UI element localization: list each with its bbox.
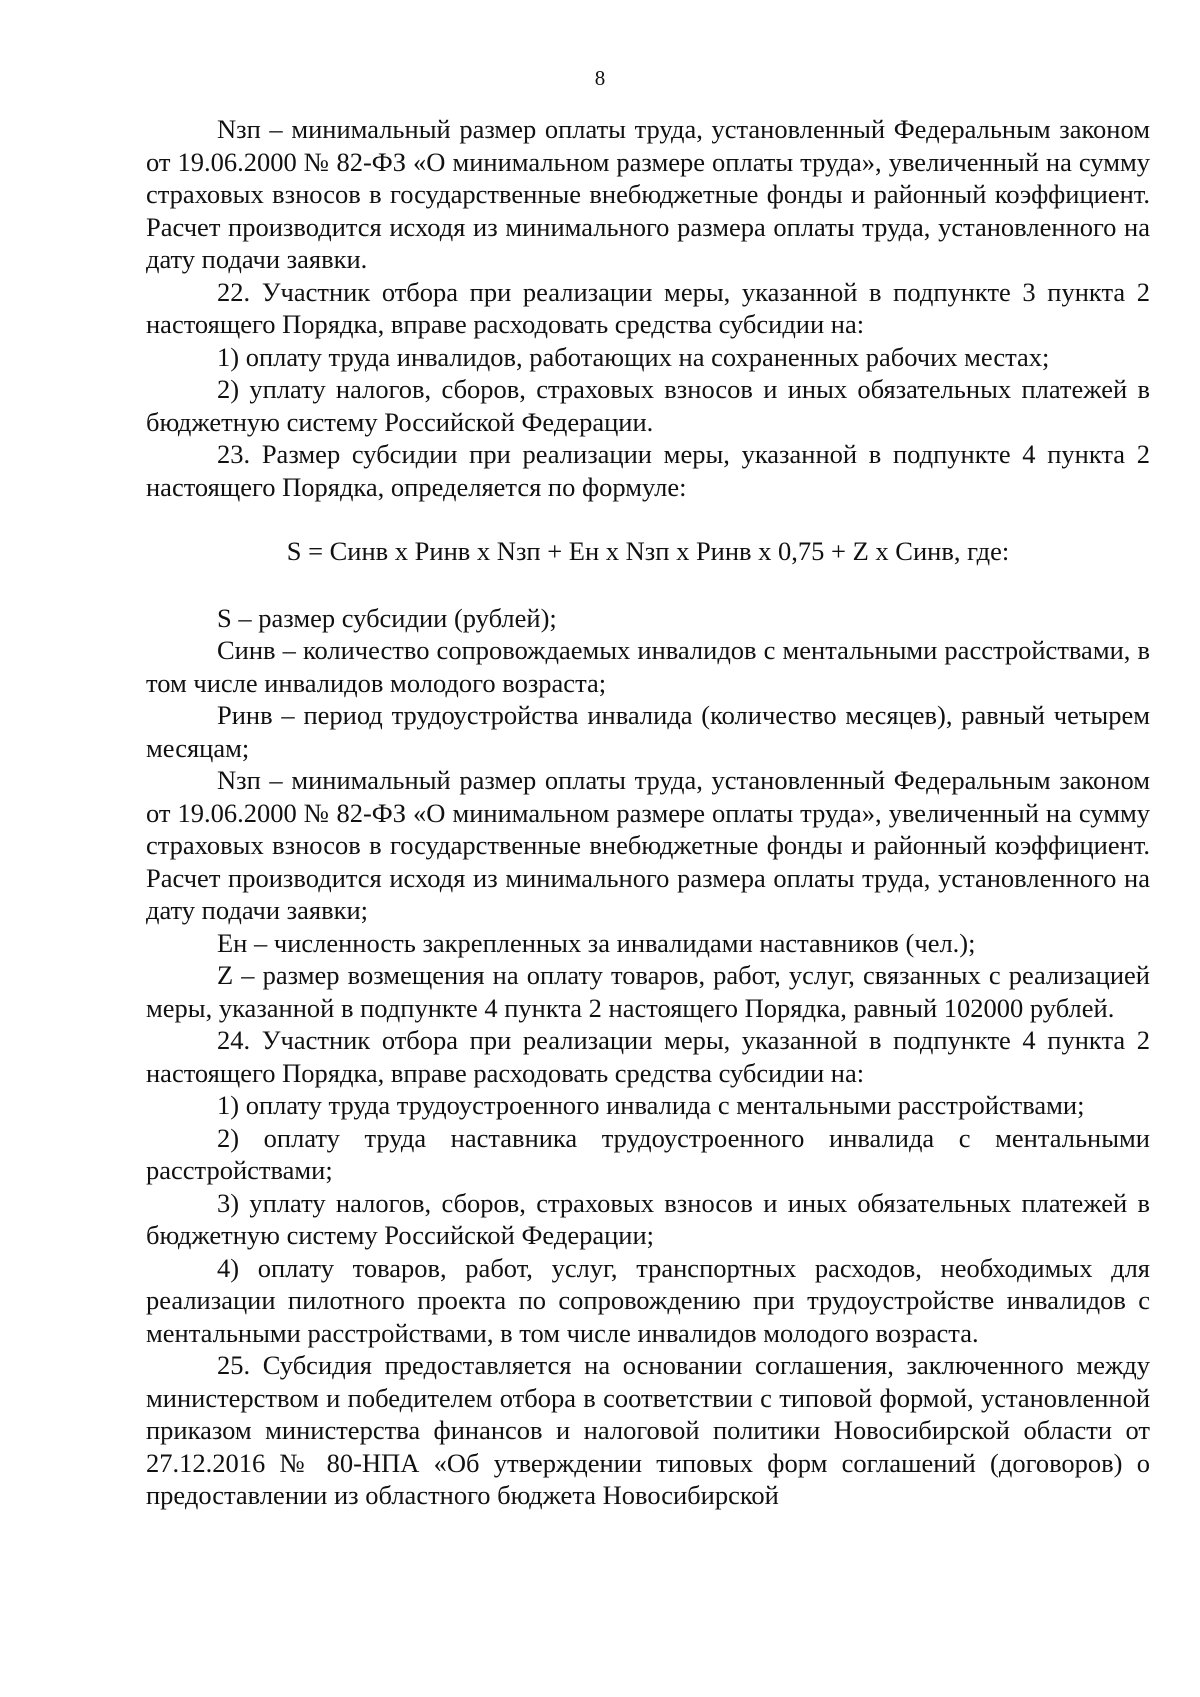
paragraph-z-definition: Z – размер возмещения на оплату товаров, работ, услуг, связанных с реализацией меры, указанной в подпункте 4 пункта 2 настоящего Порядка, равный 102000 рублей. (146, 960, 1150, 1023)
paragraph-item-23: 23. Размер субсидии при реализации меры, указанной в подпункте 4 пункта 2 настоящего Порядка, определяется по формуле: (146, 439, 1150, 502)
paragraph-item-22: 22. Участник отбора при реализации меры, указанной в подпункте 3 пункта 2 настоящего Порядка, вправе расходовать средства субсидии на: (146, 276, 1150, 339)
paragraph-nzp-definition-2: Nзп – минимальный размер оплаты труда, установленный Федеральным законом от 19.06.2000 № 82-ФЗ «О минимальном размере оплаты труда», увеличенный на сумму страховых взносов в государственные внебюджетные фонды и районный коэффициент. Расчет производится исходя из минимального размера оплаты труда, установленного на дату подачи заявки; (146, 765, 1150, 925)
paragraph-item-24-1: 1) оплату труда трудоустроенного инвалида с ментальными расстройствами; (217, 1090, 1085, 1120)
paragraph-item-22-1: 1) оплату труда инвалидов, работающих на сохраненных рабочих местах; (217, 341, 1050, 372)
page-number: 8 (594, 66, 606, 90)
document-body (146, 113, 1150, 1512)
paragraph-sinv-definition: Синв – количество сопровождаемых инвалидов с ментальными расстройствами, в том числе инвалидов молодого возраста; (146, 635, 1150, 698)
paragraph-item-24: 24. Участник отбора при реализации меры, указанной в подпункте 4 пункта 2 настоящего Порядка, вправе расходовать средства субсидии на: (146, 1025, 1150, 1088)
paragraph-s-definition: S – размер субсидии (рублей); (217, 602, 557, 633)
paragraph-nzp-definition: Nзп – минимальный размер оплаты труда, установленный Федеральным законом от 19.06.2000 № 82-ФЗ «О минимальном размере оплаты труда», увеличенный на сумму страховых взносов в государственные внебюджетные фонды и районный коэффициент. Расчет производится исходя из минимального размера оплаты труда, установленного на дату подачи заявки. (146, 114, 1150, 274)
paragraph-item-24-2: 2) оплату труда наставника трудоустроенного инвалида с ментальными расстройствами; (146, 1122, 1150, 1185)
paragraph-item-24-4: 4) оплату товаров, работ, услуг, транспортных расходов, необходимых для реализации пилотного проекта по сопровождению при трудоустройстве инвалидов с ментальными расстройствами, в том числе инвалидов молодого возраста. (146, 1252, 1150, 1348)
paragraph-item-25: 25. Субсидия предоставляется на основании соглашения, заключенного между министерством и победителем отбора в соответствии с типовой формой, установленной приказом министерства финансов и налоговой политики Новосибирской области от 27.12.2016 № 80-НПА «Об утверждении типовых форм соглашений (договоров) о предоставлении из областного бюджета Новосибирской (146, 1350, 1150, 1510)
paragraph-rinv-definition: Ринв – период трудоустройства инвалида (количество месяцев), равный четырем месяцам; (146, 700, 1150, 763)
subsidy-formula: S = Синв х Ринв х Nзп + Ен х Nзп х Ринв х 0,75 + Z х Синв, где: (286, 536, 1010, 566)
paragraph-item-24-3: 3) уплату налогов, сборов, страховых взносов и иных обязательных платежей в бюджетную систему Российской Федерации; (146, 1187, 1150, 1250)
paragraph-en-definition: Ен – численность закрепленных за инвалидами наставников (чел.); (217, 927, 976, 958)
paragraph-item-22-2: 2) уплату налогов, сборов, страховых взносов и иных обязательных платежей в бюджетную систему Российской Федерации. (146, 374, 1150, 437)
